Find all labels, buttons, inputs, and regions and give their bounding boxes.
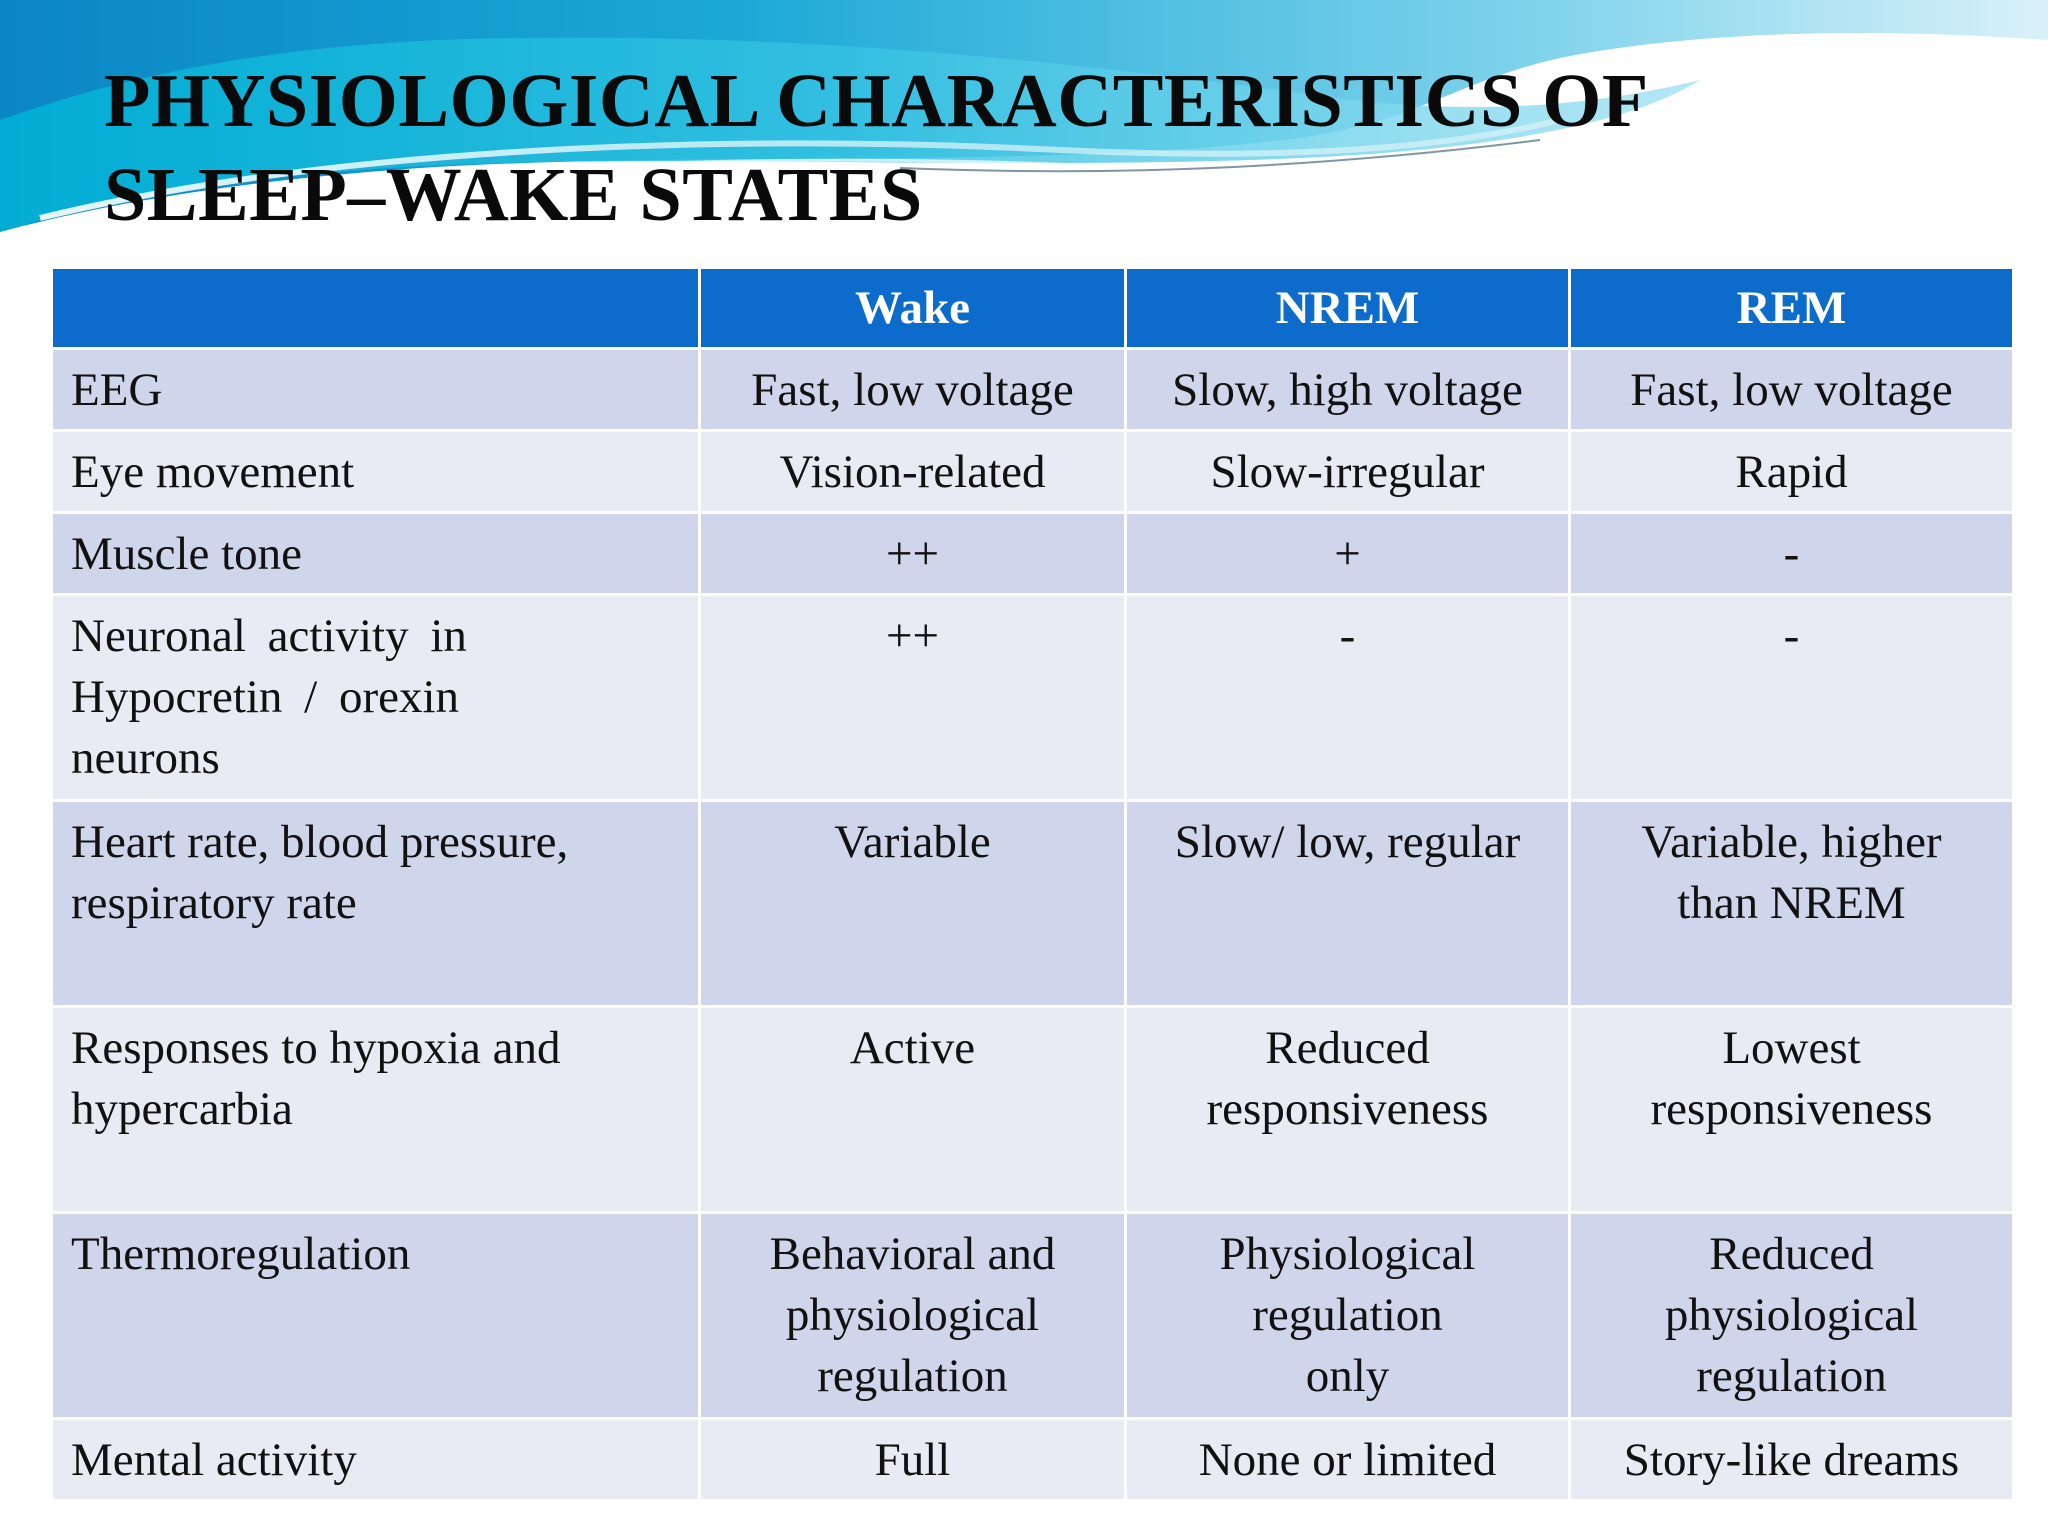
table-row-thermoregulation xyxy=(53,1214,2012,1417)
cell-wake: Vision-related xyxy=(701,432,1124,511)
row-label: Mental activity xyxy=(53,1420,698,1499)
cell-nrem: None or limited xyxy=(1127,1420,1568,1499)
cell-rem: Story-like dreams xyxy=(1571,1420,2012,1499)
cell-rem: Reduced physiological regulation xyxy=(1571,1214,2012,1417)
cell-wake: Full xyxy=(701,1420,1124,1499)
table-row-heart-rate xyxy=(53,802,2012,1005)
slide-title xyxy=(104,54,1649,242)
sleep-wake-table xyxy=(50,266,2015,1502)
cell-nrem: Physiological regulation only xyxy=(1127,1214,1568,1417)
row-label: Eye movement xyxy=(53,432,698,511)
table-row-responses xyxy=(53,1008,2012,1211)
table-row-neuronal-activity xyxy=(53,596,2012,799)
cell-rem: - xyxy=(1571,514,2012,593)
cell-wake: ++ xyxy=(701,596,1124,799)
row-label: Neuronal activity in Hypocretin / orexin neurons xyxy=(53,596,698,799)
cell-rem: Variable, higher than NREM xyxy=(1571,802,2012,1005)
table-row-eye-movement xyxy=(53,432,2012,511)
cell-nrem: + xyxy=(1127,514,1568,593)
cell-nrem: Slow, high voltage xyxy=(1127,350,1568,429)
table-row-eeg xyxy=(53,350,2012,429)
header-wake: Wake xyxy=(701,269,1124,347)
title-line-1: PHYSIOLOGICAL CHARACTERISTICS OF xyxy=(104,59,1649,143)
table-header-row xyxy=(53,269,2012,347)
row-label: Responses to hypoxia and hypercarbia xyxy=(53,1008,698,1211)
table-row-mental-activity xyxy=(53,1420,2012,1499)
cell-rem: Lowest responsiveness xyxy=(1571,1008,2012,1211)
cell-wake: Variable xyxy=(701,802,1124,1005)
table-row-muscle-tone xyxy=(53,514,2012,593)
cell-rem: Fast, low voltage xyxy=(1571,350,2012,429)
row-label: EEG xyxy=(53,350,698,429)
row-label: Thermoregulation xyxy=(53,1214,698,1417)
cell-wake: Behavioral and physiological regulation xyxy=(701,1214,1124,1417)
cell-wake: ++ xyxy=(701,514,1124,593)
header-nrem: NREM xyxy=(1127,269,1568,347)
header-rem: REM xyxy=(1571,269,2012,347)
cell-rem: - xyxy=(1571,596,2012,799)
cell-wake: Active xyxy=(701,1008,1124,1211)
cell-nrem: Slow-irregular xyxy=(1127,432,1568,511)
cell-rem: Rapid xyxy=(1571,432,2012,511)
title-line-2: SLEEP–WAKE STATES xyxy=(104,153,923,237)
cell-nrem: - xyxy=(1127,596,1568,799)
cell-nrem: Reduced responsiveness xyxy=(1127,1008,1568,1211)
cell-nrem: Slow/ low, regular xyxy=(1127,802,1568,1005)
header-blank xyxy=(53,269,698,347)
row-label: Heart rate, blood pressure, respiratory rate xyxy=(53,802,698,1005)
row-label: Muscle tone xyxy=(53,514,698,593)
cell-wake: Fast, low voltage xyxy=(701,350,1124,429)
